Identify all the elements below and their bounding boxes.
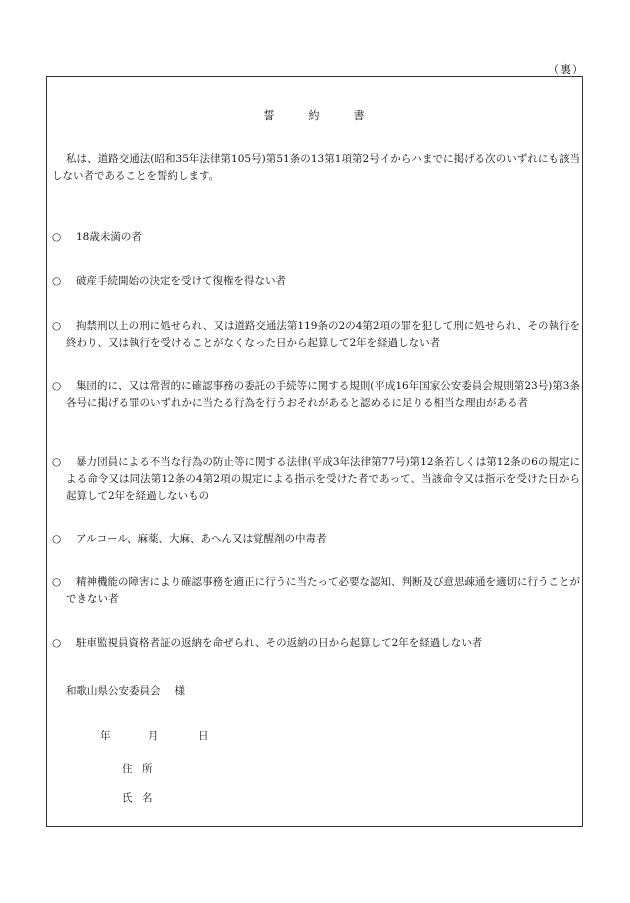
name-label-char-1: 氏 [122, 792, 133, 804]
pledge-item-text: 破産手続開始の決定を受けて復権を得ない者 [76, 275, 286, 287]
bullet-circle-icon: ○ [52, 637, 62, 649]
pledge-item-text: アルコール、麻薬、大麻、あへん又は覚醒剤の中毒者 [76, 533, 327, 545]
back-side-label: （裏） [548, 63, 584, 76]
bullet-circle-icon: ○ [52, 456, 62, 468]
date-month-label: 月 [148, 730, 159, 742]
addressee [66, 683, 185, 698]
pledge-item-4 [52, 378, 580, 412]
title-char-1: 誓 [263, 109, 277, 122]
bullet-circle-icon: ○ [52, 275, 62, 287]
pledge-item-text: 拘禁刑以上の刑に処せられ、又は道路交通法第119条の2の4第2項の罪を犯して刑に処せられ、その執行を終わり、又は執行を受けることがなくなった日から起算して2年を経過しない者 [66, 320, 580, 349]
date-line [100, 728, 209, 743]
pledge-item-2 [52, 273, 580, 290]
title-char-2: 約 [308, 109, 322, 122]
bullet-circle-icon: ○ [52, 231, 62, 243]
date-day-label: 日 [198, 730, 209, 742]
date-year-label: 年 [100, 730, 111, 742]
document-frame [46, 76, 583, 827]
pledge-item-8 [52, 635, 580, 652]
document-title [0, 107, 630, 123]
pledge-item-text: 精神機能の障害により確認事務を適正に行うに当たって必要な認知、判断及び意思疎通を適切に行うことができない者 [66, 576, 580, 605]
pledge-item-text: 駐車監視員資格者証の返納を命ぜられ、その返納の日から起算して2年を経過しない者 [76, 637, 483, 649]
pledge-item-5 [52, 454, 580, 505]
bullet-circle-icon: ○ [52, 576, 62, 588]
address-label-char-2: 所 [142, 763, 153, 775]
bullet-circle-icon: ○ [52, 380, 62, 392]
addressee-honorific: 様 [174, 685, 185, 697]
bullet-circle-icon: ○ [52, 533, 62, 545]
bullet-circle-icon: ○ [52, 320, 62, 332]
address-field-label [122, 761, 162, 776]
addressee-name: 和歌山県公安委員会 [66, 685, 161, 697]
pledge-item-text: 暴力団員による不当な行為の防止等に関する法律(平成3年法律第77号)第12条若しくは第12条の6の規定による命令又は同法第12条の4第2項の規定による指示を受けた者であって、当該命令又は指示を受けた日から起算して2年を経過しないもの [66, 456, 580, 502]
name-label-char-2: 名 [142, 792, 153, 804]
pledge-item-text: 集団的に、又は常習的に確認事務の委託の手続等に関する規則(平成16年国家公安委員会規則第23号)第3条各号に掲げる罪のいずれかに当たる行為を行うおそれがあると認めるに足りる相当な理由がある者 [66, 380, 580, 409]
pledge-intro: 私は、道路交通法(昭和35年法律第105号)第51条の13第1項第2号イからハまでに掲げる次のいずれにも該当しない者であることを誓約します。 [52, 153, 580, 182]
name-field-label [122, 790, 162, 805]
pledge-item-text: 18歳未満の者 [76, 231, 142, 243]
pledge-item-3 [52, 318, 580, 352]
title-char-3: 書 [353, 109, 367, 122]
pledge-item-1 [52, 229, 580, 246]
pledge-item-6 [52, 531, 580, 548]
address-label-char-1: 住 [122, 763, 133, 775]
pledge-item-7 [52, 574, 580, 608]
